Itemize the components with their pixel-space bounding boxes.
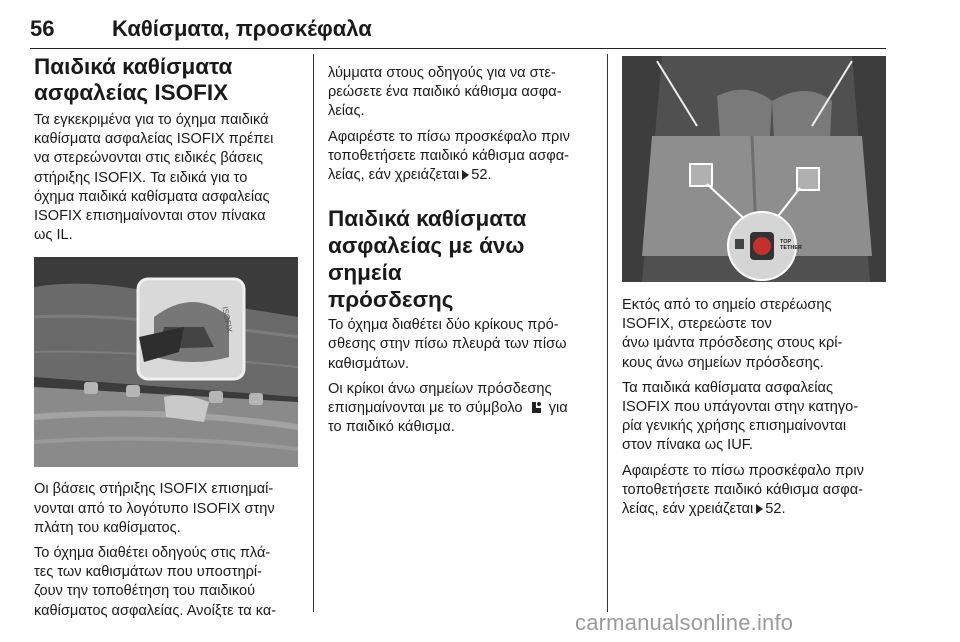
- header-rule: [30, 48, 886, 49]
- heading-line: ασφαλείας ISOFIX: [34, 80, 229, 105]
- remove-headrest-text: Αφαιρέστε το πίσω προσκέφαλο πριν τοποθετήσετε παιδικό κάθισμα ασφα- λείας, εάν χρειάζεται 52.: [328, 128, 570, 184]
- page-number: 56: [30, 16, 55, 41]
- page-reference[interactable]: 52.: [471, 167, 492, 184]
- isofix-intro: Τα εγκεκριμένα για το όχημα παιδικά καθίσματα ασφαλείας ISOFIX πρέπει να στερεώνονται στις ειδικές βάσεις στήριξης ISOFIX. Τα ειδικά για το όχημα παιδικά καθίσματα ασφαλείας ISOFIX επισημαίνονται στον πίνακα ως IL.: [34, 112, 274, 244]
- top-tether-label: TOP TETHER: [780, 239, 802, 251]
- isofix-heading: [34, 54, 298, 106]
- page-reference-icon: [756, 504, 763, 514]
- column-1: [34, 54, 298, 627]
- page-reference-icon: [462, 170, 469, 180]
- page-reference[interactable]: 52.: [765, 501, 786, 518]
- tether-rings-text: Το όχημα διαθέτει δύο κρίκους πρό- σθεσης στην πίσω πλευρά των πίσω καθισμάτων.: [328, 317, 567, 372]
- isofix-seat-figure: [34, 257, 298, 467]
- isofix-caption: Οι βάσεις στήριξης ISOFIX επισημαί- νονται από το λογότυπο ISOFIX στην πλάτη του καθίσματος.: [34, 481, 275, 536]
- top-tether-heading: Παιδικά καθίσματα ασφαλείας με άνω σημεία πρόσδεσης: [328, 206, 527, 313]
- column-3: [622, 54, 886, 525]
- heading-line: Παιδικά καθίσματα: [34, 54, 233, 79]
- watermark: carmanualsonline.info: [575, 610, 794, 635]
- column-divider-1: [313, 54, 314, 612]
- child-seat-tether-icon: [529, 401, 543, 414]
- top-tether-figure: [622, 56, 886, 282]
- isofix-logo-label: ISOFIX: [220, 306, 234, 334]
- column-2: [328, 54, 592, 443]
- tether-attach-text: Εκτός από το σημείο στερέωσης ISOFIX, στερεώστε τον άνω ιμάντα πρόσδεσης στους κρί- κους άνω σημείων πρόσδεσης.: [622, 297, 843, 371]
- tether-symbol-text: Οι κρίκοι άνω σημείων πρόσδεσης επισημαίνονται με το σύμβολο για το παιδικό κάθισμα.: [328, 380, 568, 436]
- page-header: [30, 16, 886, 48]
- section-title: Καθίσματα, προσκέφαλα: [112, 16, 372, 41]
- column-divider-2: [607, 54, 608, 612]
- isofix-guides-text: Το όχημα διαθέτει οδηγούς στις πλά- τες των καθισμάτων που υποστηρί- ζουν την τοποθέτηση του παιδικού καθίσματος ασφαλείας. Ανοίξτε τα κα-: [34, 545, 277, 619]
- guides-continued-text: λύμματα στους οδηγούς για να στε- ρεώσετε ένα παιδικό κάθισμα ασφα- λείας.: [328, 65, 562, 120]
- remove-headrest-text-2: Αφαιρέστε το πίσω προσκέφαλο πριν τοποθετήσετε παιδικό κάθισμα ασφα- λείας, εάν χρειάζεται 52.: [622, 462, 864, 518]
- iuf-category-text: Τα παιδικά καθίσματα ασφαλείας ISOFIX που υπάγονται στην κατηγο- ρία γενικής χρήσης επισημαίνονται στον πίνακα ως IUF.: [622, 379, 859, 454]
- top-tether-illustration: [622, 56, 886, 282]
- isofix-seat-illustration: [34, 257, 298, 467]
